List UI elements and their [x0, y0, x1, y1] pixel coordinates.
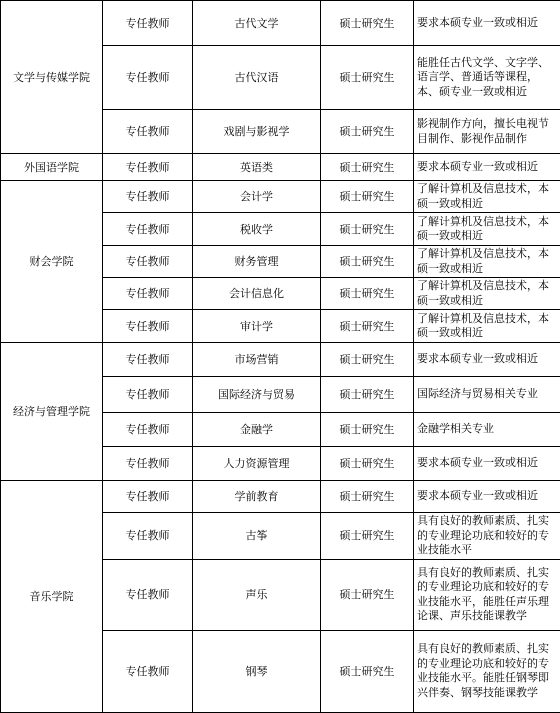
degree-cell: 硕士研究生	[321, 246, 414, 278]
requirement-cell: 了解计算机及信息技术，本硕一致或相近	[414, 181, 560, 213]
position-cell: 专任教师	[103, 154, 193, 181]
major-cell: 人力资源管理	[193, 447, 321, 481]
requirement-cell: 影视制作方向，擅长电视节目制作、影视作品制作	[414, 110, 560, 154]
requirement-cell: 国际经济与贸易相关专业	[414, 377, 560, 413]
position-cell: 专任教师	[103, 481, 193, 513]
major-cell: 市场营销	[193, 343, 321, 377]
requirement-cell: 了解计算机及信息技术，本硕一致或相近	[414, 310, 560, 343]
requirement-cell: 要求本硕专业一致或相近	[414, 343, 560, 377]
position-cell: 专任教师	[103, 278, 193, 310]
major-cell: 金融学	[193, 413, 321, 447]
degree-cell: 硕士研究生	[321, 110, 414, 154]
degree-cell: 硕士研究生	[321, 377, 414, 413]
requirement-cell: 具有良好的教师素质、扎实的专业理论功底和较好的专业技能水平，能胜任声乐理论课、声乐技能课教学	[414, 559, 560, 630]
table-row	[1, 1, 560, 46]
degree-cell: 硕士研究生	[321, 46, 414, 110]
degree-cell: 硕士研究生	[321, 1, 414, 46]
requirement-cell: 金融学相关专业	[414, 413, 560, 447]
position-cell: 专任教师	[103, 310, 193, 343]
major-cell: 戏剧与影视学	[193, 110, 321, 154]
major-cell: 古代汉语	[193, 46, 321, 110]
degree-cell: 硕士研究生	[321, 413, 414, 447]
requirement-cell: 要求本硕专业一致或相近	[414, 447, 560, 481]
position-cell: 专任教师	[103, 377, 193, 413]
requirement-cell: 要求本硕专业一致或相近	[414, 481, 560, 513]
degree-cell: 硕士研究生	[321, 559, 414, 630]
degree-cell: 硕士研究生	[321, 343, 414, 377]
table-row	[1, 181, 560, 213]
recruitment-table-body	[1, 1, 560, 713]
college-cell: 文学与传媒学院	[1, 1, 103, 154]
requirement-cell: 要求本硕专业一致或相近	[414, 1, 560, 46]
requirement-cell: 了解计算机及信息技术，本硕一致或相近	[414, 246, 560, 278]
major-cell: 税收学	[193, 213, 321, 246]
major-cell: 声乐	[193, 559, 321, 630]
position-cell: 专任教师	[103, 413, 193, 447]
major-cell: 国际经济与贸易	[193, 377, 321, 413]
major-cell: 钢琴	[193, 630, 321, 712]
requirement-cell: 具有良好的教师素质、扎实的专业理论功底和较好的专业技能水平	[414, 513, 560, 560]
position-cell: 专任教师	[103, 447, 193, 481]
requirement-cell: 了解计算机及信息技术，本硕一致或相近	[414, 213, 560, 246]
position-cell: 专任教师	[103, 246, 193, 278]
degree-cell: 硕士研究生	[321, 447, 414, 481]
position-cell: 专任教师	[103, 213, 193, 246]
requirement-cell: 能胜任古代文学、文字学、语言学、普通话等课程，本、硕专业一致或相近	[414, 46, 560, 110]
degree-cell: 硕士研究生	[321, 181, 414, 213]
college-cell: 财会学院	[1, 181, 103, 343]
table-row	[1, 154, 560, 181]
position-cell: 专任教师	[103, 343, 193, 377]
position-cell: 专任教师	[103, 110, 193, 154]
position-cell: 专任教师	[103, 630, 193, 712]
college-cell: 外国语学院	[1, 154, 103, 181]
requirement-cell: 具有良好的教师素质、扎实的专业理论功底和较好的专业技能水平。能胜任钢琴即兴伴奏、钢琴技能课教学	[414, 630, 560, 712]
position-cell: 专任教师	[103, 46, 193, 110]
degree-cell: 硕士研究生	[321, 154, 414, 181]
college-cell: 经济与管理学院	[1, 343, 103, 481]
position-cell: 专任教师	[103, 181, 193, 213]
requirement-cell: 要求本硕专业一致或相近	[414, 154, 560, 181]
major-cell: 英语类	[193, 154, 321, 181]
major-cell: 审计学	[193, 310, 321, 343]
degree-cell: 硕士研究生	[321, 278, 414, 310]
major-cell: 财务管理	[193, 246, 321, 278]
degree-cell: 硕士研究生	[321, 213, 414, 246]
degree-cell: 硕士研究生	[321, 630, 414, 712]
major-cell: 古代文学	[193, 1, 321, 46]
major-cell: 学前教育	[193, 481, 321, 513]
table-row	[1, 343, 560, 377]
degree-cell: 硕士研究生	[321, 513, 414, 560]
position-cell: 专任教师	[103, 513, 193, 560]
position-cell: 专任教师	[103, 559, 193, 630]
major-cell: 会计信息化	[193, 278, 321, 310]
degree-cell: 硕士研究生	[321, 310, 414, 343]
major-cell: 会计学	[193, 181, 321, 213]
requirement-cell: 了解计算机及信息技术，本硕一致或相近	[414, 278, 560, 310]
position-cell: 专任教师	[103, 1, 193, 46]
college-cell: 音乐学院	[1, 481, 103, 713]
major-cell: 古筝	[193, 513, 321, 560]
degree-cell: 硕士研究生	[321, 481, 414, 513]
table-row	[1, 481, 560, 513]
